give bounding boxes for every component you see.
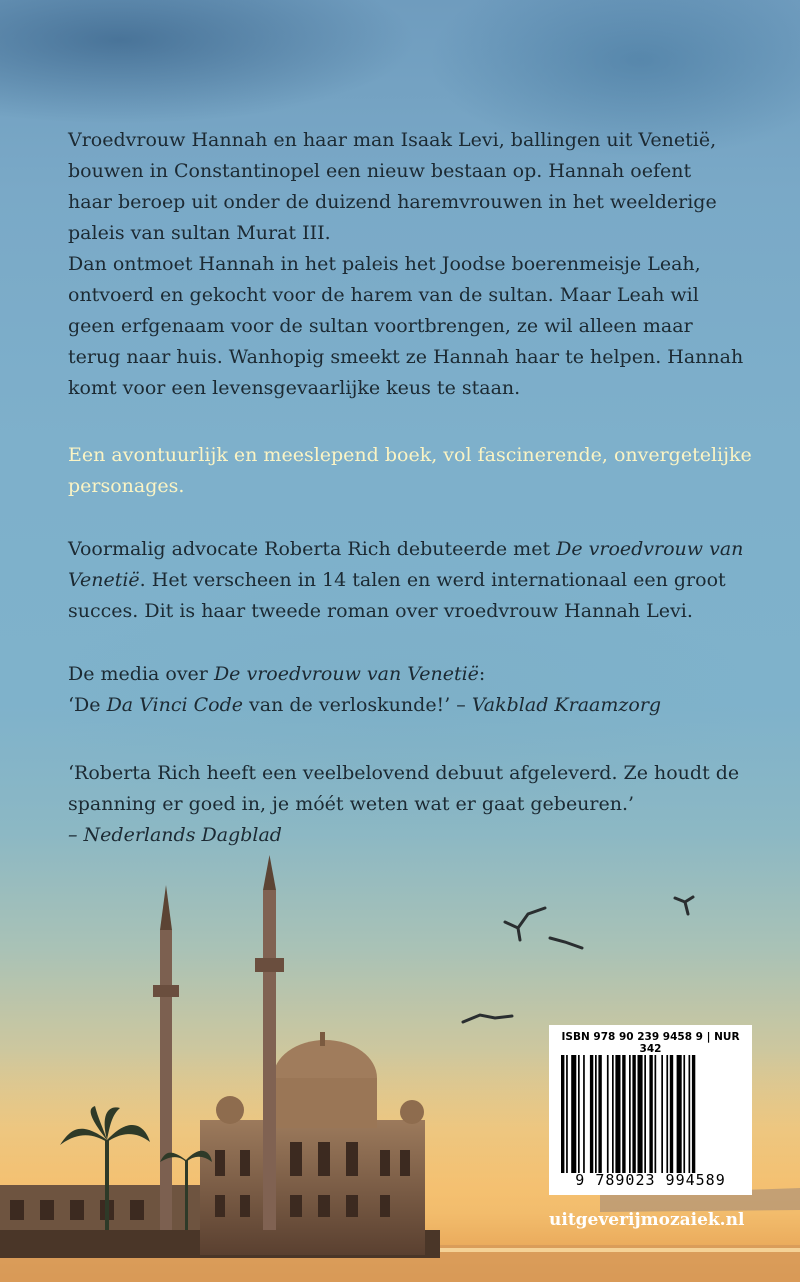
book-title: Venetië bbox=[68, 569, 140, 591]
highlight-tagline bbox=[68, 440, 758, 502]
barcode-bar bbox=[644, 1055, 646, 1173]
tagline-line: Een avontuurlijk en meeslepend boek, vol fascinerende, onvergetelijke bbox=[68, 444, 752, 466]
author-bio-line: succes. Dit is haar tweede roman over vroedvrouw Hannah Levi. bbox=[68, 600, 693, 622]
review-quote bbox=[68, 758, 758, 851]
barcode-bar bbox=[638, 1055, 643, 1173]
barcode-bar bbox=[622, 1055, 625, 1173]
barcode-bar bbox=[629, 1055, 631, 1173]
barcode-bar bbox=[649, 1055, 652, 1173]
barcode-bar bbox=[615, 1055, 620, 1173]
barcode-bar bbox=[566, 1055, 568, 1173]
publisher-url: uitgeverijmozaiek.nl bbox=[549, 1210, 745, 1230]
barcode-bar bbox=[677, 1055, 682, 1173]
review-line: spanning er goed in, je móét weten wat er gaat gebeuren.’ bbox=[68, 793, 635, 815]
barcode-bar bbox=[595, 1055, 597, 1173]
barcode-bar bbox=[612, 1055, 614, 1173]
barcode-bar bbox=[583, 1055, 585, 1173]
barcode-bar bbox=[607, 1055, 609, 1173]
description-line: terug naar huis. Wanhopig smeekt ze Hannah haar te helpen. Hannah bbox=[68, 346, 744, 368]
description-line: komt voor een levensgevaarlijke keus te staan. bbox=[68, 377, 521, 399]
description-paragraph bbox=[68, 125, 758, 404]
media-line: ‘De Da Vinci Code van de verloskunde!’ – Vakblad Kraamzorg bbox=[68, 694, 662, 716]
barcode-bar bbox=[632, 1055, 635, 1173]
barcode-bar bbox=[561, 1055, 564, 1173]
media-quote bbox=[68, 659, 758, 721]
barcode-bar bbox=[666, 1055, 668, 1173]
barcode-bar bbox=[692, 1055, 695, 1173]
barcode-bar bbox=[689, 1055, 691, 1173]
description-line: geen erfgenaam voor de sultan voortbrengen, ze wil alleen maar bbox=[68, 315, 693, 337]
barcode-bar bbox=[598, 1055, 601, 1173]
author-bio-line: Voormalig advocate Roberta Rich debuteerde met De vroedvrouw van bbox=[68, 538, 744, 560]
author-bio-line: Venetië. Het verscheen in 14 talen en werd internationaal een groot bbox=[68, 569, 726, 591]
seagulls bbox=[463, 897, 693, 1022]
tagline-line: personages. bbox=[68, 475, 185, 497]
barcode-bar bbox=[670, 1055, 673, 1173]
review-source: – Nederlands Dagblad bbox=[68, 824, 282, 846]
description-line: haar beroep uit onder de duizend haremvrouwen in het weelderige bbox=[68, 191, 717, 213]
review-line: ‘Roberta Rich heeft een veelbelovend debuut afgeleverd. Ze houdt de bbox=[68, 762, 740, 784]
description-line: paleis van sultan Murat III. bbox=[68, 222, 331, 244]
description-line: bouwen in Constantinopel een nieuw bestaan op. Hannah oefent bbox=[68, 160, 692, 182]
book-title: De vroedvrouw van bbox=[556, 538, 744, 560]
barcode-bar bbox=[571, 1055, 576, 1173]
quote-source: Vakblad Kraamzorg bbox=[471, 694, 662, 716]
barcode-bar bbox=[683, 1055, 685, 1173]
barcode-digits: 9 789023 994589 bbox=[575, 1171, 726, 1189]
barcode-bar bbox=[661, 1055, 663, 1173]
description-line: ontvoerd en gekocht voor de harem van de sultan. Maar Leah wil bbox=[68, 284, 699, 306]
barcode-bars bbox=[561, 1055, 741, 1173]
barcode-bar bbox=[655, 1055, 657, 1173]
barcode-label bbox=[549, 1025, 752, 1195]
book-title: De vroedvrouw van Venetië bbox=[213, 663, 479, 685]
barcode-bar bbox=[590, 1055, 593, 1173]
isbn-text: ISBN 978 90 239 9458 9 | NUR 342 bbox=[561, 1031, 740, 1055]
description-line: Vroedvrouw Hannah en haar man Isaak Levi, ballingen uit Venetië, bbox=[68, 129, 717, 151]
media-line: De media over De vroedvrouw van Venetië: bbox=[68, 663, 486, 685]
description-line: Dan ontmoet Hannah in het paleis het Joodse boerenmeisje Leah, bbox=[68, 253, 701, 275]
barcode-bar bbox=[578, 1055, 580, 1173]
author-bio bbox=[68, 534, 758, 627]
